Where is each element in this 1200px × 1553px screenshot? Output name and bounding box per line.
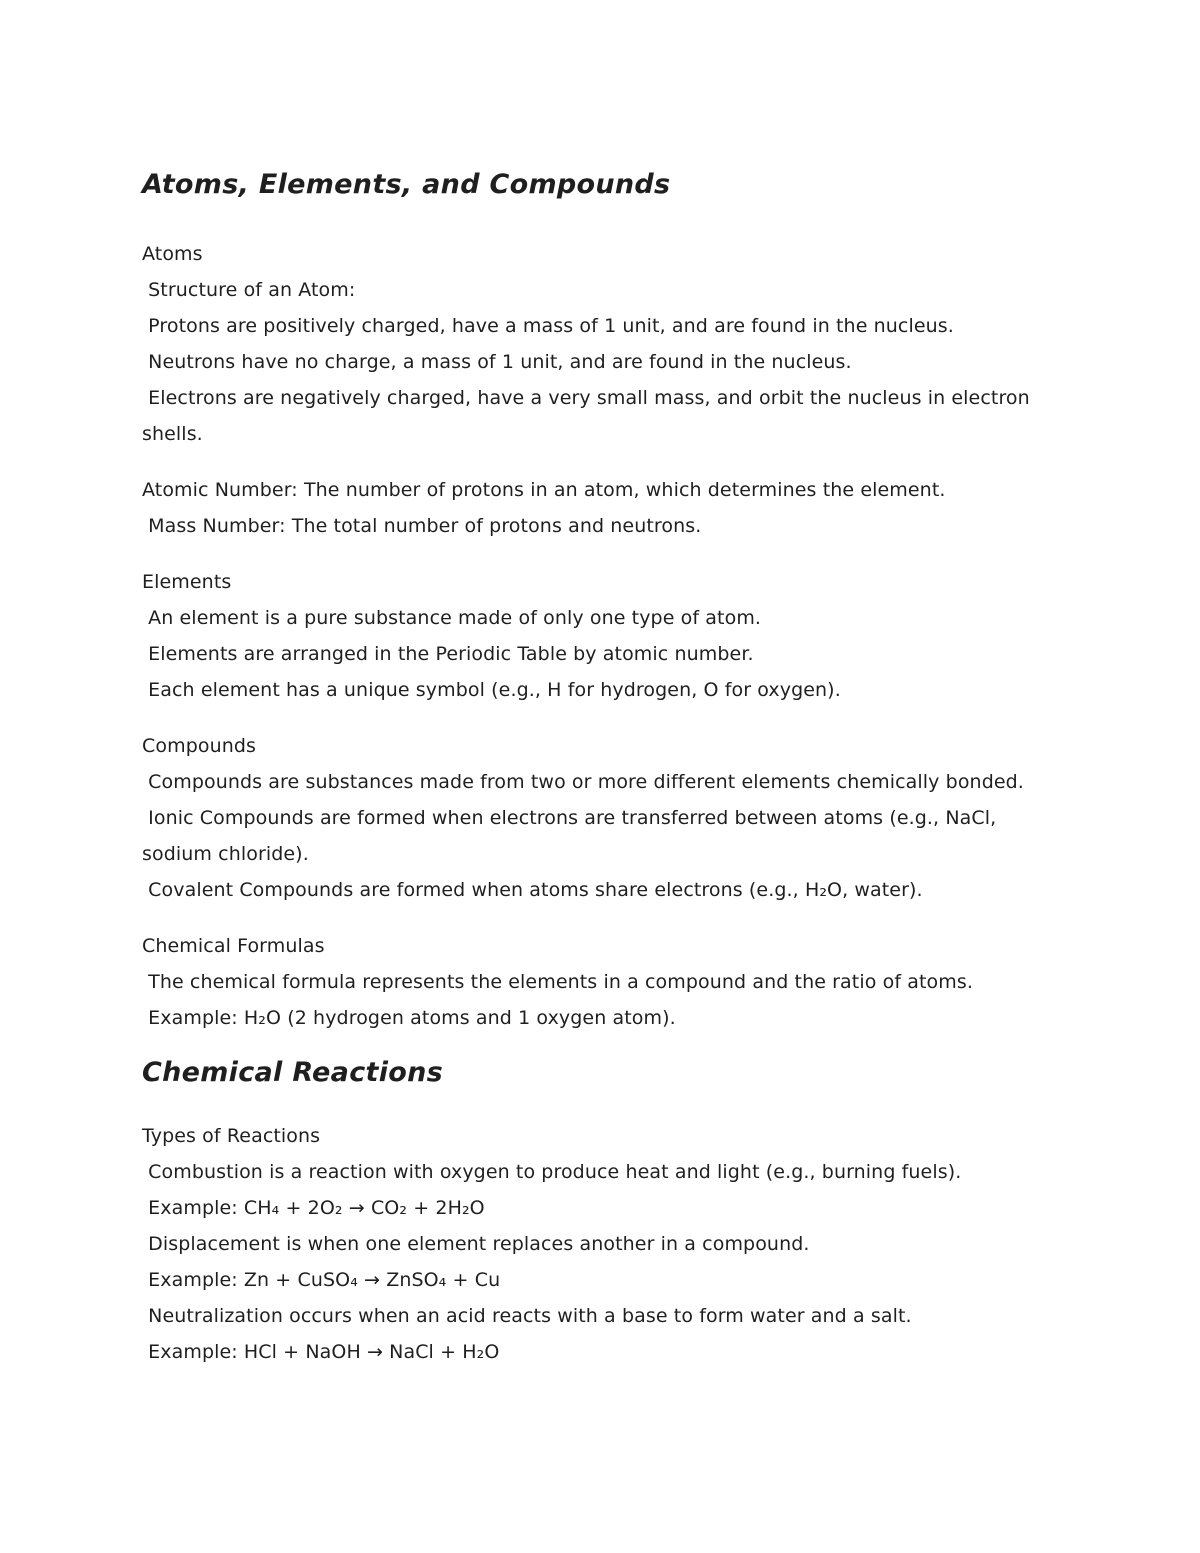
text-line: Example: HCl + NaOH → NaCl + H₂O (142, 1341, 500, 1363)
text-line: Example: CH₄ + 2O₂ → CO₂ + 2H₂O (142, 1197, 485, 1219)
text-line: Neutralization occurs when an acid reacts with a base to form water and a salt. (142, 1305, 912, 1327)
text-line: The chemical formula represents the elements in a compound and the ratio of atoms. (142, 971, 974, 993)
text-line: Example: H₂O (2 hydrogen atoms and 1 oxygen atom). (142, 1007, 676, 1029)
text-line: An element is a pure substance made of only one type of atom. (142, 607, 762, 629)
section-heading: Types of Reactions (142, 1125, 321, 1147)
text-line: Elements are arranged in the Periodic Table by atomic number. (142, 643, 754, 665)
text-line: Each element has a unique symbol (e.g., H for hydrogen, O for oxygen). (142, 679, 841, 701)
text-line: Example: Zn + CuSO₄ → ZnSO₄ + Cu (142, 1269, 501, 1291)
section-heading: Compounds (142, 735, 257, 757)
document-title: Atoms, Elements, and Compounds (142, 169, 671, 200)
section-heading: Elements (142, 571, 232, 593)
text-line: Structure of an Atom: (142, 279, 356, 301)
text-line: Protons are positively charged, have a mass of 1 unit, and are found in the nucleus. (142, 315, 954, 337)
section-atoms (142, 236, 1064, 452)
text-line: Combustion is a reaction with oxygen to produce heat and light (e.g., burning fuels). (142, 1161, 962, 1183)
text-line: Compounds are substances made from two or more different elements chemically bonded. (142, 771, 1024, 793)
section-elements (142, 564, 1064, 708)
document-body (142, 168, 1064, 1370)
section-chemical-formulas (142, 928, 1064, 1036)
text-line: Atomic Number: The number of protons in an atom, which determines the element. (142, 479, 946, 501)
text-line: Electrons are negatively charged, have a very small mass, and orbit the nucleus in electron shells. (142, 387, 1036, 445)
section-heading: Chemical Formulas (142, 935, 325, 957)
text-line: Covalent Compounds are formed when atoms share electrons (e.g., H₂O, water). (142, 879, 923, 901)
section-types-of-reactions (142, 1118, 1064, 1370)
section-atomic-and-mass-number (142, 472, 1064, 544)
section-heading: Atoms (142, 243, 203, 265)
text-line: Displacement is when one element replaces another in a compound. (142, 1233, 810, 1255)
document-subtitle: Chemical Reactions (142, 1057, 444, 1088)
text-line: Mass Number: The total number of protons and neutrons. (142, 515, 702, 537)
text-line: Ionic Compounds are formed when electrons are transferred between atoms (e.g., NaCl, sodium chloride). (142, 807, 1003, 865)
section-compounds (142, 728, 1064, 908)
text-line: Neutrons have no charge, a mass of 1 unit, and are found in the nucleus. (142, 351, 852, 373)
